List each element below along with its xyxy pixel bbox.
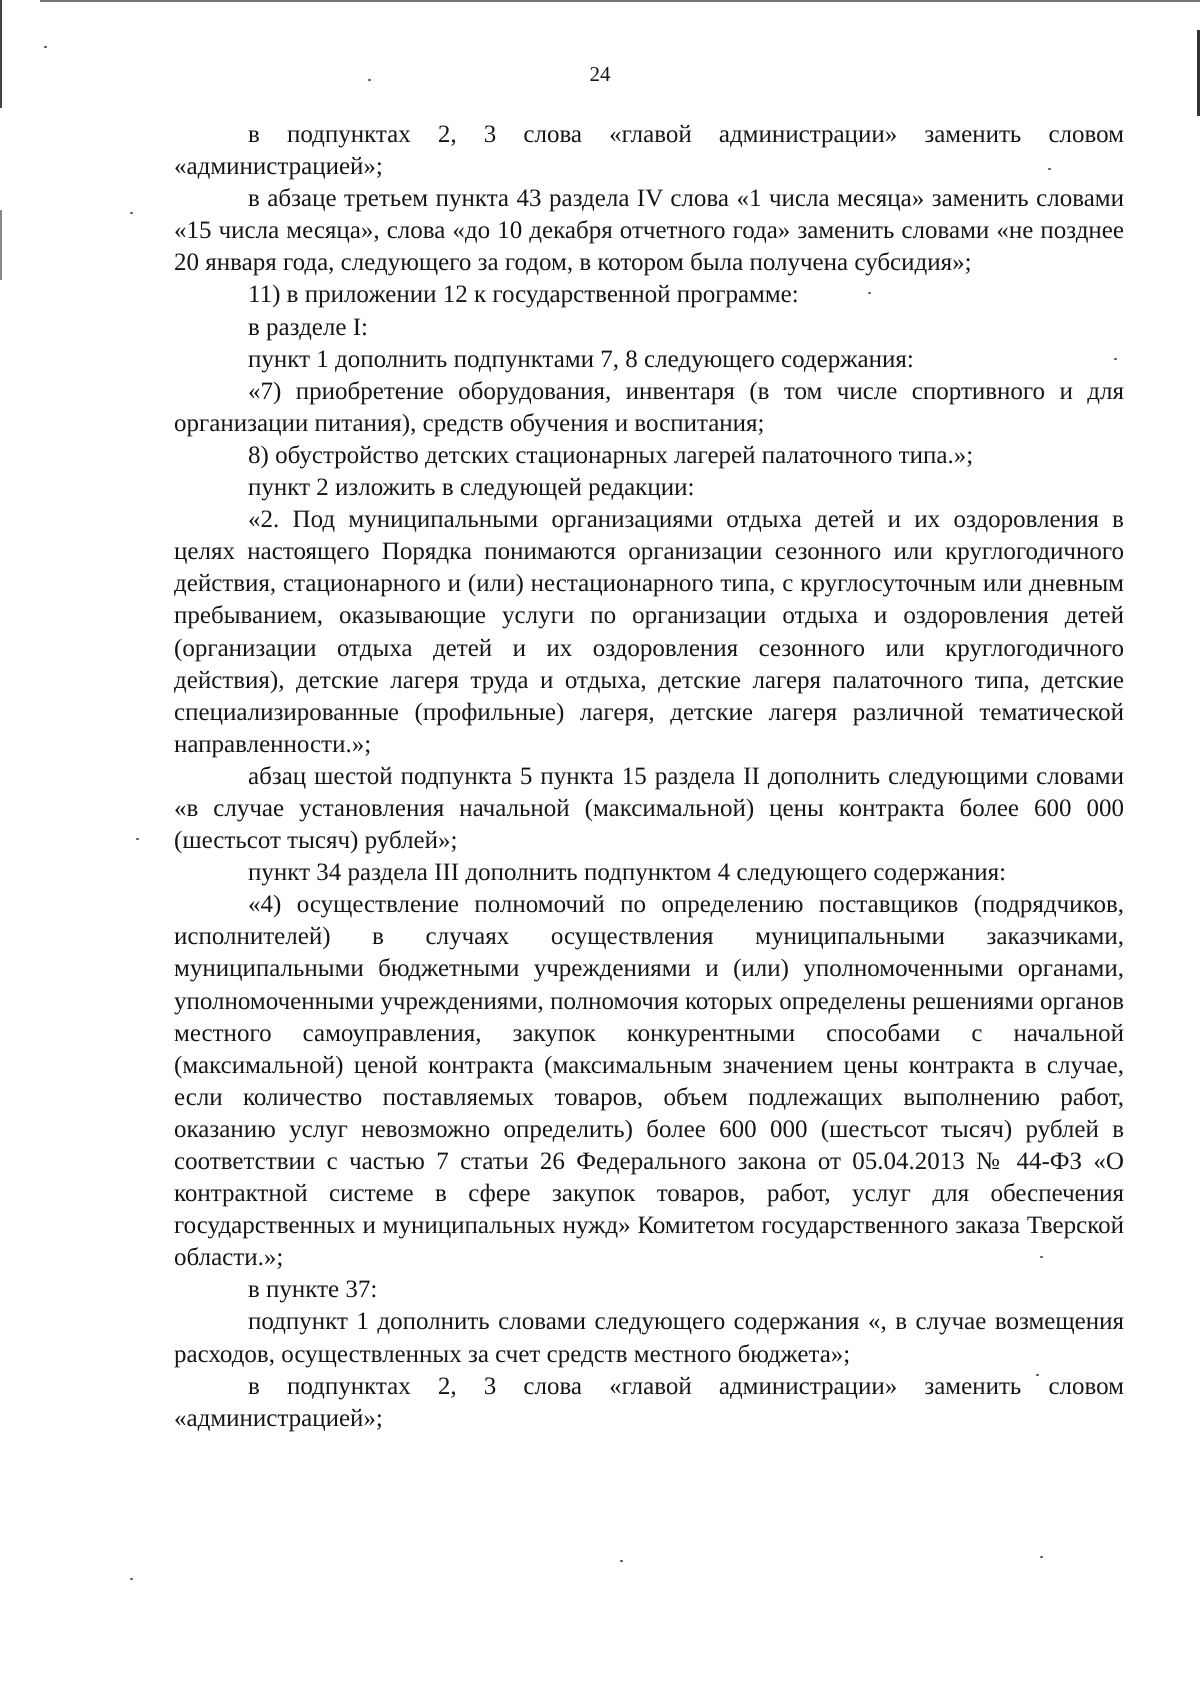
scan-edge-top: [40, 0, 1200, 2]
scan-speck: [130, 212, 133, 214]
paragraph: 8) обустройство детских стационарных лагерей палаточного типа.»;: [248, 441, 974, 469]
paragraph: пункт 2 изложить в следующей редакции:: [248, 474, 695, 502]
paragraph: подпункт 1 дополнить словами следующего содержания «, в случае возмещения расходов, осуществленных за счет средств местного бюджета»;: [174, 1308, 1124, 1368]
scan-speck: [620, 1560, 623, 1562]
paragraph: в абзаце третьем пункта 43 раздела IV слова «1 числа месяца» заменить словами «15 числа месяца», слова «до 10 декабря отчетного года» заменить словами «не позднее 20 января года, следующего за годом, в котором была получена субсидия»;: [174, 185, 1124, 277]
paragraph: пункт 1 дополнить подпунктами 7, 8 следующего содержания:: [248, 345, 914, 373]
paragraph: в пункте 37:: [248, 1276, 378, 1304]
scan-edge-left-lower: [0, 210, 2, 280]
scan-edge-left: [0, 0, 2, 108]
paragraph: 11) в приложении 12 к государственной программе:: [248, 281, 799, 309]
paragraph: в подпунктах 2, 3 слова «главой администрации» заменить словом «администрацией»;: [174, 121, 1124, 181]
scan-speck: [44, 46, 47, 48]
paragraph: в подпунктах 2, 3 слова «главой администрации» заменить словом «администрацией»;: [174, 1372, 1124, 1432]
paragraph: в разделе I:: [248, 313, 368, 341]
scan-speck: [1040, 1556, 1043, 1558]
scan-speck: [130, 1578, 133, 1580]
paragraph: «2. Под муниципальными организациями отдыха детей и их оздоровления в целях настоящего Порядка понимаются организации сезонного или круглогодичного действия, стационарного и (или) нестационарного типа, с круглосуточным или дневным пребыванием, оказывающие услуги по организации отдыха и оздоровления детей (организации отдыха детей и их оздоровления сезонного или круглогодичного действия), детские лагеря труда и отдыха, детские лагеря палаточного типа, детские специализированные (профильные) лагеря, детские лагеря различной тематической направленности.»;: [174, 506, 1124, 758]
paragraph: абзац шестой подпункта 5 пункта 15 раздела II дополнить следующими словами «в случае установления начальной (максимальной) цены контракта более 600 000 (шестьсот тысяч) рублей»;: [174, 762, 1124, 855]
scan-speck: [136, 838, 139, 840]
paragraph: «4) осуществление полномочий по определению поставщиков (подрядчиков, исполнителей) в случаях осуществления муниципальными заказчиками, муниципальными бюджетными учреждениями и (или) уполномоченными органами, уполномоченными учреждениями, полномочия которых определены решениями органов местного самоуправления, закупок конкурентными способами с начальной (максимальной) ценой контракта (максимальным значением цены контракта в случае, если количество поставляемых товаров, объем подлежащих выполнению работ, оказанию услуг невозможно определить) более 600 000 (шестьсот тысяч) рублей в соответствии с частью 7 статьи 26 Федерального закона от 05.04.2013 № 44-ФЗ «О контрактной системе в сфере закупок товаров, работ, услуг для обеспечения государственных и муниципальных нужд» Комитетом государственного заказа Тверской области.»;: [174, 891, 1124, 1272]
paragraph: «7) приобретение оборудования, инвентаря (в том числе спортивного и для организации питания), средств обучения и воспитания;: [174, 377, 1124, 437]
paragraph: пункт 34 раздела III дополнить подпунктом 4 следующего содержания:: [248, 859, 1007, 887]
page-number: 24: [589, 62, 611, 86]
document-body: [174, 119, 1124, 1435]
